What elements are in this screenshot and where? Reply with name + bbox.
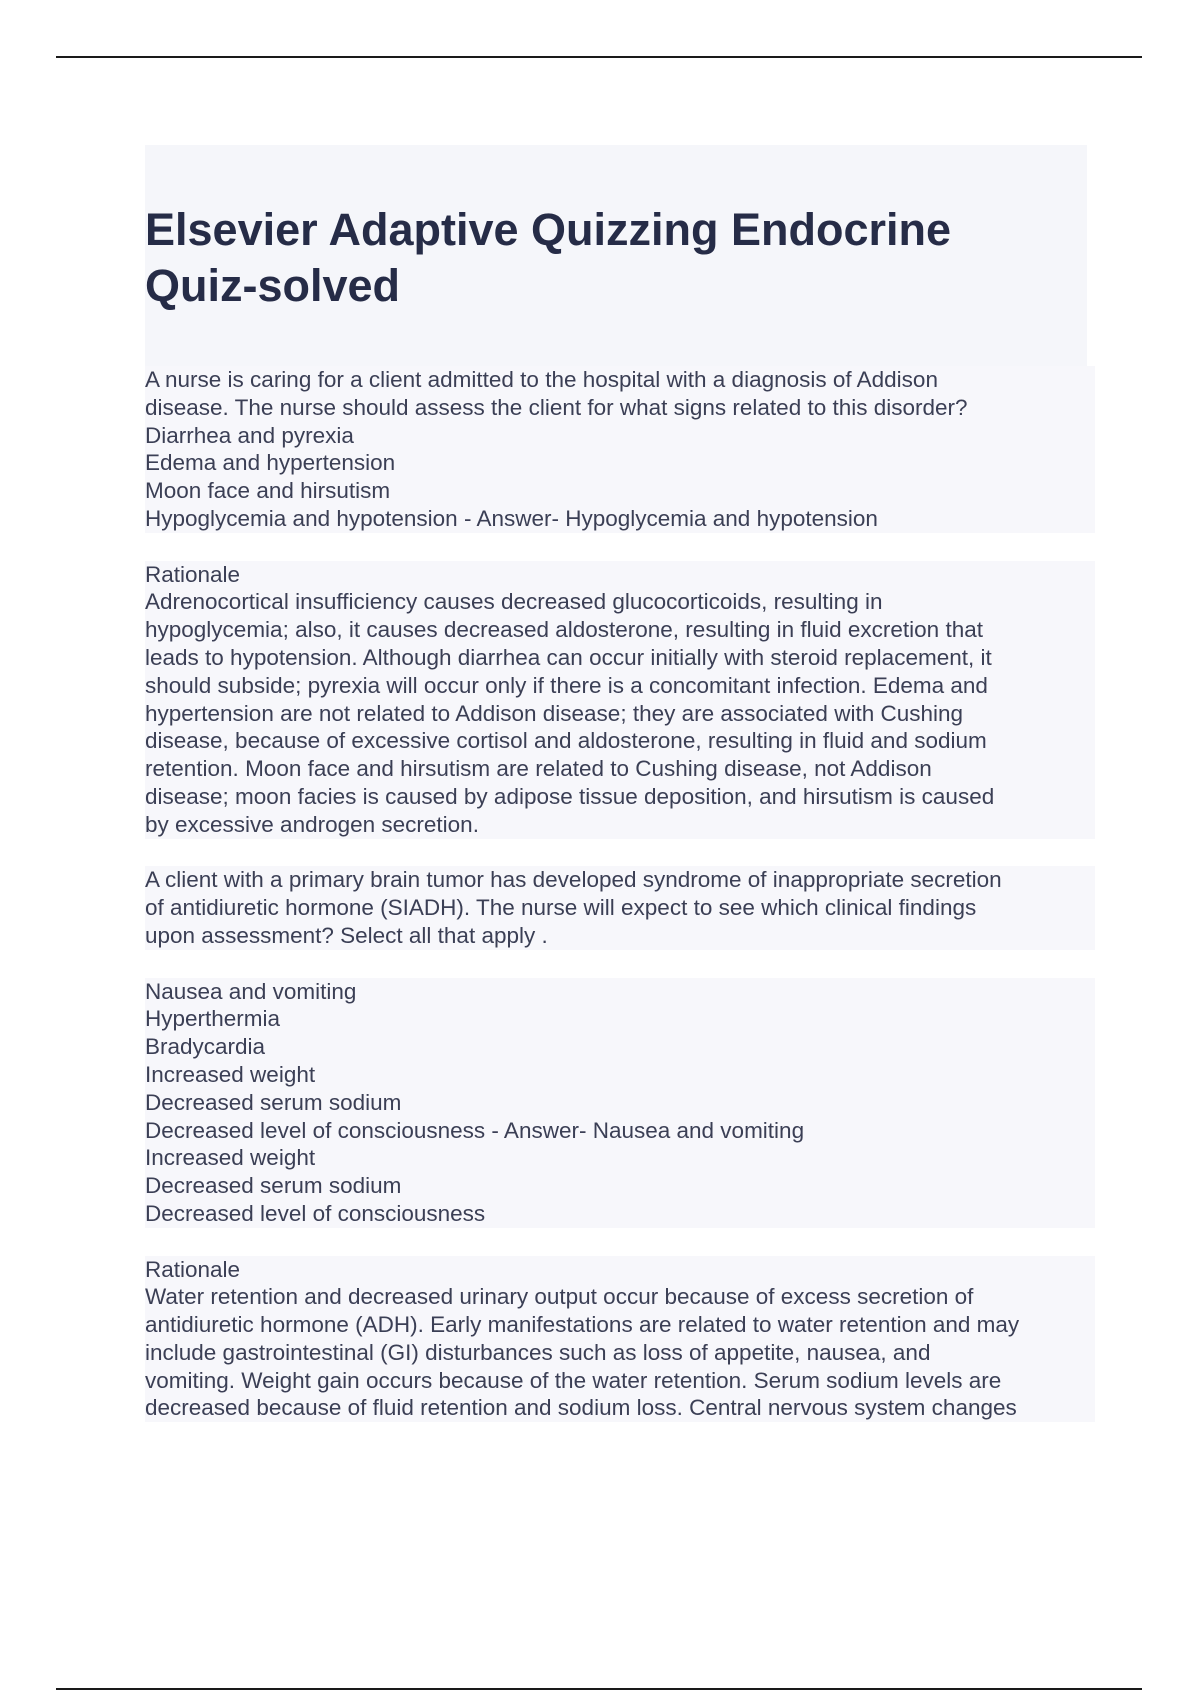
rationale-2 — [145, 1256, 1095, 1423]
option-line: Moon face and hirsutism — [145, 477, 1095, 505]
option-line: Nausea and vomiting — [145, 978, 1095, 1006]
question-line: A client with a primary brain tumor has developed syndrome of inappropriate secretion — [145, 866, 1095, 894]
rationale-heading: Rationale — [145, 1256, 1095, 1284]
spacer — [145, 1228, 1095, 1256]
option-line: Edema and hypertension — [145, 449, 1095, 477]
option-line: Increased weight — [145, 1144, 1095, 1172]
options-2 — [145, 978, 1095, 1228]
title-line: Elsevier Adaptive Quizzing Endocrine — [145, 204, 952, 255]
rationale-line: hypoglycemia; also, it causes decreased aldosterone, resulting in fluid excretion that — [145, 616, 1095, 644]
rationale-heading: Rationale — [145, 561, 1095, 589]
rationale-line: antidiuretic hormone (ADH). Early manifestations are related to water retention and may — [145, 1311, 1095, 1339]
question-line: A nurse is caring for a client admitted to the hospital with a diagnosis of Addison — [145, 366, 1095, 394]
option-line: Diarrhea and pyrexia — [145, 422, 1095, 450]
rationale-1 — [145, 561, 1095, 839]
option-line: Decreased level of consciousness — [145, 1200, 1095, 1228]
rationale-line: should subside; pyrexia will occur only if there is a concomitant infection. Edema and — [145, 672, 1095, 700]
rationale-line: retention. Moon face and hirsutism are related to Cushing disease, not Addison — [145, 755, 1095, 783]
spacer — [145, 950, 1095, 978]
rationale-line: disease; moon facies is caused by adipose tissue deposition, and hirsutism is caused — [145, 783, 1095, 811]
rationale-line: Adrenocortical insufficiency causes decreased glucocorticoids, resulting in — [145, 588, 1095, 616]
answer-line: Decreased level of consciousness - Answer- Nausea and vomiting — [145, 1117, 1095, 1145]
question-line: upon assessment? Select all that apply . — [145, 922, 1095, 950]
rationale-line: by excessive androgen secretion. — [145, 811, 1095, 839]
question-line: disease. The nurse should assess the client for what signs related to this disorder? — [145, 394, 1095, 422]
question-1 — [145, 366, 1095, 533]
rationale-line: disease, because of excessive cortisol and aldosterone, resulting in fluid and sodium — [145, 727, 1095, 755]
document-body — [145, 366, 1095, 1422]
rationale-line: decreased because of fluid retention and sodium loss. Central nervous system changes — [145, 1394, 1095, 1422]
option-line: Decreased serum sodium — [145, 1172, 1095, 1200]
rationale-line: include gastrointestinal (GI) disturbances such as loss of appetite, nausea, and — [145, 1339, 1095, 1367]
option-line: Hyperthermia — [145, 1005, 1095, 1033]
rationale-line: leads to hypotension. Although diarrhea can occur initially with steroid replacement, it — [145, 644, 1095, 672]
top-rule — [56, 56, 1142, 58]
question-line: of antidiuretic hormone (SIADH). The nurse will expect to see which clinical findings — [145, 894, 1095, 922]
rationale-line: vomiting. Weight gain occurs because of the water retention. Serum sodium levels are — [145, 1367, 1095, 1395]
answer-line: Hypoglycemia and hypotension - Answer- Hypoglycemia and hypotension — [145, 505, 1095, 533]
question-2 — [145, 866, 1095, 949]
option-line: Decreased serum sodium — [145, 1089, 1095, 1117]
option-line: Bradycardia — [145, 1033, 1095, 1061]
option-line: Increased weight — [145, 1061, 1095, 1089]
document-title — [145, 202, 1075, 314]
rationale-line: hypertension are not related to Addison disease; they are associated with Cushing — [145, 700, 1095, 728]
title-line: Quiz-solved — [145, 260, 401, 311]
spacer — [145, 839, 1095, 867]
rationale-line: Water retention and decreased urinary output occur because of excess secretion of — [145, 1283, 1095, 1311]
spacer — [145, 533, 1095, 561]
bottom-rule — [56, 1688, 1142, 1690]
